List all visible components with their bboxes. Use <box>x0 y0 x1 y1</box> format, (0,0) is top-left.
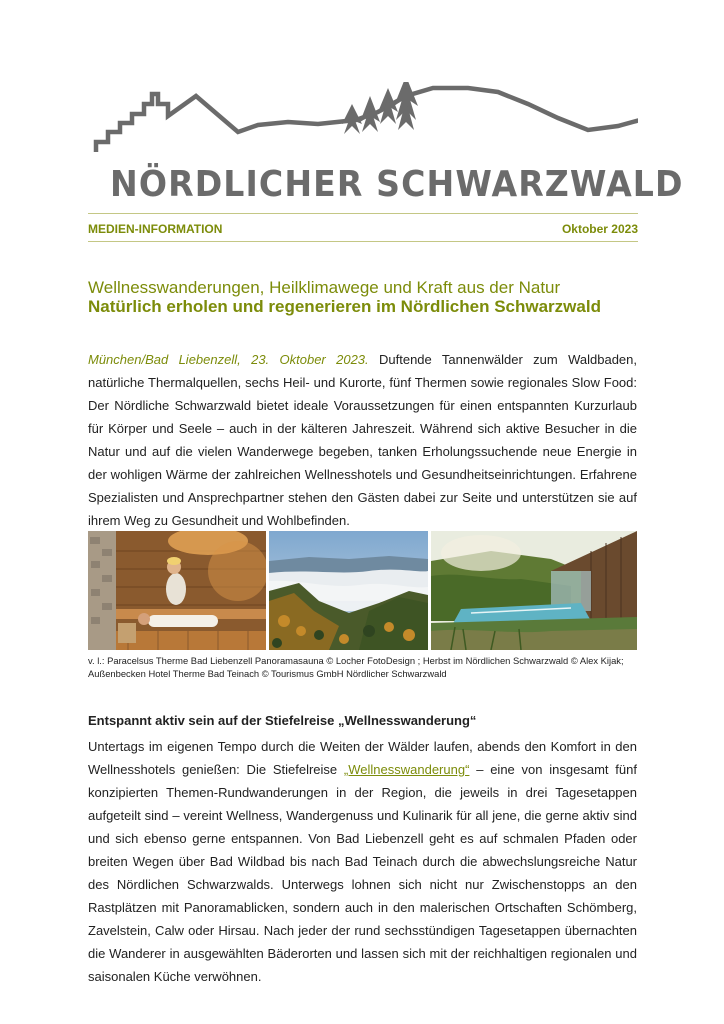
skyline-mountain-icon <box>88 82 638 167</box>
outdoor-pool-photo <box>431 531 637 650</box>
sauna-photo <box>88 531 266 650</box>
headline-line-2: Natürlich erholen und regenerieren im Nördlichen Schwarzwald <box>88 297 601 316</box>
autumn-valley-photo <box>269 531 428 650</box>
dateline: München/Bad Liebenzell, 23. Oktober 2023. <box>88 352 369 367</box>
photo-caption: v. l.: Paracelsus Therme Bad Liebenzell Panoramasauna © Locher FotoDesign ; Herbst im Nördlichen Schwarzwald © Alex Kijak; Außenbecken Hotel Therme Bad Teinach © Tourismus GmbH Nördlicher Schwarzwald <box>88 655 624 679</box>
document-date: Oktober 2023 <box>561 222 638 236</box>
headline-line-1: Wellnesswanderungen, Heilklimawege und Kraft aus der Natur <box>88 278 561 297</box>
wellnesswanderung-link[interactable]: „Wellnesswanderung“ <box>343 762 470 777</box>
header-top-rule <box>88 213 638 214</box>
intro-paragraph <box>88 348 637 532</box>
section-text-before: Untertags im eigenen Tempo durch die Weiten der Wälder laufen, abends den Komfort in den Wellnesshotels genießen: Die Stiefelreise <box>88 739 637 777</box>
section-paragraph <box>88 735 637 988</box>
header-bottom-rule <box>88 241 638 242</box>
document-type-label: MEDIEN-INFORMATION <box>88 222 223 236</box>
brand-logo <box>88 82 684 212</box>
section-heading: Entspannt aktiv sein auf der Stiefelreise „Wellnesswanderung“ <box>88 713 477 728</box>
intro-text: Duftende Tannenwälder zum Waldbaden, natürliche Thermalquellen, sechs Heil- und Kurorte, fünf Thermen sowie regionales Slow Food: Der Nördliche Schwarzwald bietet ideale Voraussetzungen für einen entspannten Kurzurlaub für Körper und Seele – auch in der kälteren Jahreszeit. Während sich aktive Besucher in die Natur und auf die vielen Wanderwege begeben, tanken Erholungssuchende neue Energie in der wohligen Wärme der zahlreichen Wellnesshotels und Gesundheitseinrichtungen. Erfahrene Spezialisten und Ansprechpartner stehen den Gästen dabei zur Seite und unterstützen sie auf ihrem Weg zu Gesundheit und Wohlbefinden. <box>88 352 637 528</box>
section-text-after: – eine von insgesamt fünf konzipierten Themen-Rundwanderungen in der Region, die jeweils in drei Tagesetappen aufgeteilt sind – vereint Wellness, Wandergenuss und Kulinarik für all jene, die gerne aktiv sind und sich ebenso gerne entspannen. Von Bad Liebenzell geht es auf schmalen Pfaden oder breiten Wegen über Bad Wildbad bis nach Bad Teinach durch die abwechslungsreiche Natur des Nördlichen Schwarzwalds. Unterwegs lohnen sich nicht nur Zwischenstopps an den Rastplätzen mit Panoramablicken, sondern auch in den malerischen Ortschaften Schömberg, Zavelstein, Calw oder Hirsau. Nach jeder der rund sechsstündigen Tagesetappen übernachten die Wanderer in ausgewählten Bäderorten und lassen sich mit der reichhaltigen regionalen und saisonalen Küche verwöhnen. <box>88 762 637 984</box>
brand-name: NÖRDLICHER SCHWARZWALD <box>110 164 684 205</box>
